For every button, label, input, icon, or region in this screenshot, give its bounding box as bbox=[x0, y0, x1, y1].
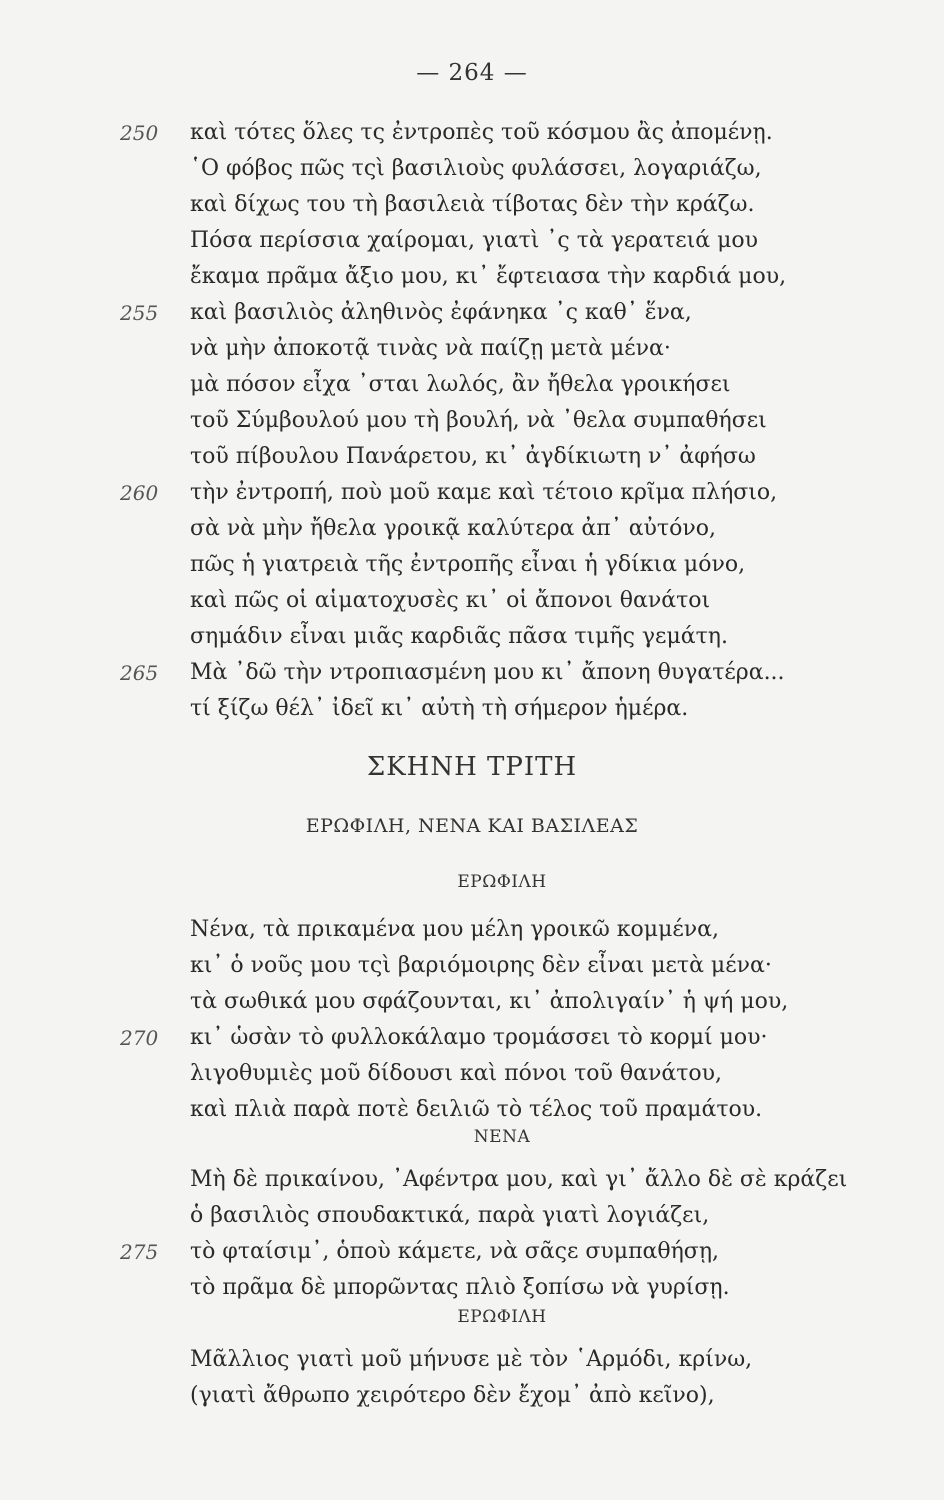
verse-text: πῶς ἡ γιατρειὰ τῆς ἐντροπῆς εἶναι ἡ γδίκια μόνο, bbox=[190, 552, 746, 577]
verse-text: καὶ πλιὰ παρὰ ποτὲ δειλιῶ τὸ τέλος τοῦ πραμάτου. bbox=[190, 1097, 763, 1122]
verse-text: Μᾶλλιος γιατὶ μοῦ μήνυσε μὲ τὸν ῾Αρμόδι, κρίνω, bbox=[190, 1347, 753, 1372]
verse-text: ῾Ο φόβος πῶς τςὶ βασιλιοὺς φυλάσσει, λογαριάζω, bbox=[190, 156, 762, 181]
verse-line bbox=[0, 1342, 944, 1378]
verse-line bbox=[0, 259, 944, 295]
verse-text: τί ξίζω θέλ᾽ ἰδεῖ κι᾽ αὐτὴ τὴ σήμερον ἡμέρα. bbox=[190, 696, 689, 721]
verse-line bbox=[0, 984, 944, 1020]
verse-line bbox=[0, 1234, 944, 1270]
verse-line bbox=[0, 439, 944, 475]
line-number: 265 bbox=[120, 661, 159, 685]
page-number: — 264 — bbox=[416, 60, 528, 86]
verse-line bbox=[0, 115, 944, 151]
verse-text: σημάδιν εἶναι μιᾶς καρδιᾶς πᾶσα τιμῆς γεμάτη. bbox=[190, 624, 728, 649]
verse-line bbox=[0, 1162, 944, 1198]
verse-line bbox=[0, 295, 944, 331]
verse-line bbox=[0, 367, 944, 403]
verse-line bbox=[0, 223, 944, 259]
verse-line bbox=[0, 948, 944, 984]
verse-line bbox=[0, 403, 944, 439]
line-number: 260 bbox=[120, 481, 159, 505]
verse-line bbox=[0, 511, 944, 547]
speaker-label: ΕΡΩΦΙΛΗ bbox=[457, 872, 547, 892]
verse-block-2 bbox=[0, 912, 944, 1128]
verse-line bbox=[0, 655, 944, 691]
verse-line bbox=[0, 1092, 944, 1128]
verse-line bbox=[0, 1270, 944, 1306]
verse-text: μὰ πόσον εἶχα ᾽σται λωλός, ἂν ἤθελα γροικήσει bbox=[190, 372, 731, 397]
verse-text: Νένα, τὰ πρικαμένα μου μέλη γροικῶ κομμένα, bbox=[190, 917, 719, 942]
line-number: 250 bbox=[120, 121, 159, 145]
verse-text: τοῦ πίβουλου Πανάρετου, κι᾽ ἀγδίκιωτη ν᾽ ἀφήσω bbox=[190, 444, 756, 469]
verse-text: τὴν ἐντροπή, ποὺ μοῦ καμε καὶ τέτοιο κρῖμα πλήσιο, bbox=[190, 480, 778, 505]
verse-text: καὶ δίχως του τὴ βασιλειὰ τίβοτας δὲν τὴν κράζω. bbox=[190, 192, 755, 217]
verse-text: καὶ πῶς οἱ αἱματοχυσὲς κι᾽ οἱ ἄπονοι θανάτοι bbox=[190, 588, 711, 613]
scene-cast: ΕΡΩΦΙΛΗ, ΝΕΝΑ ΚΑΙ ΒΑΣΙΛΕΑΣ bbox=[305, 815, 639, 837]
verse-text: τὰ σωθικά μου σφάζουνται, κι᾽ ἀπολιγαίν᾽ ἡ ψή μου, bbox=[190, 989, 789, 1014]
verse-line bbox=[0, 331, 944, 367]
verse-text: τοῦ Σύμβουλού μου τὴ βουλή, νὰ ᾽θελα συμπαθήσει bbox=[190, 408, 767, 433]
verse-line bbox=[0, 187, 944, 223]
verse-text: τὸ φταίσιμ᾽, ὁποὺ κάμετε, νὰ σᾶςε συμπαθήσῃ, bbox=[190, 1239, 719, 1264]
verse-block-1 bbox=[0, 115, 944, 727]
verse-line bbox=[0, 619, 944, 655]
verse-text: νὰ μὴν ἀποκοτᾷ τινὰς νὰ παίζῃ μετὰ μένα· bbox=[190, 336, 671, 361]
verse-text: τὸ πρᾶμα δὲ μπορῶντας πλιὸ ξοπίσω νὰ γυρίσῃ. bbox=[190, 1275, 730, 1300]
line-number: 270 bbox=[120, 1026, 159, 1050]
verse-line bbox=[0, 475, 944, 511]
verse-text: λιγοθυμιὲς μοῦ δίδουσι καὶ πόνοι τοῦ θανάτου, bbox=[190, 1061, 722, 1086]
verse-line bbox=[0, 1378, 944, 1414]
verse-block-4 bbox=[0, 1342, 944, 1414]
scene-title: ΣΚΗΝΗ ΤΡΙΤΗ bbox=[366, 752, 578, 782]
verse-line bbox=[0, 691, 944, 727]
verse-line bbox=[0, 1056, 944, 1092]
speaker-label: ΕΡΩΦΙΛΗ bbox=[457, 1307, 547, 1327]
verse-text: (γιατὶ ἄθρωπο χειρότερο δὲν ἔχομ᾽ ἀπὸ κεῖνο), bbox=[190, 1383, 715, 1408]
verse-text: καὶ βασιλιὸς ἀληθινὸς ἐφάνηκα ᾽ς καθ᾽ ἕνα, bbox=[190, 300, 692, 325]
verse-line bbox=[0, 583, 944, 619]
line-number: 255 bbox=[120, 301, 159, 325]
verse-line bbox=[0, 912, 944, 948]
verse-line bbox=[0, 151, 944, 187]
verse-text: κι᾽ ὡσὰν τὸ φυλλοκάλαμο τρομάσσει τὸ κορμί μου· bbox=[190, 1025, 768, 1050]
verse-line bbox=[0, 1198, 944, 1234]
verse-text: σὰ νὰ μὴν ἤθελα γροικᾷ καλύτερα ἀπ᾽ αὐτόνο, bbox=[190, 516, 716, 541]
verse-text: καὶ τότες ὅλες τς ἐντροπὲς τοῦ κόσμου ἂς ἀπομένῃ. bbox=[190, 120, 773, 145]
line-number: 275 bbox=[120, 1240, 159, 1264]
verse-line bbox=[0, 547, 944, 583]
verse-text: Πόσα περίσσια χαίρομαι, γιατὶ ᾽ς τὰ γερατειά μου bbox=[190, 228, 759, 253]
verse-text: κι᾽ ὁ νοῦς μου τςὶ βαριόμοιρης δὲν εἶναι μετὰ μένα· bbox=[190, 953, 772, 978]
verse-line bbox=[0, 1020, 944, 1056]
verse-text: Μὰ ᾽δῶ τὴν ντροπιασμένη μου κι᾽ ἄπονη θυγατέρα... bbox=[190, 660, 785, 685]
verse-text: ὁ βασιλιὸς σπουδακτικά, παρὰ γιατὶ λογιάζει, bbox=[190, 1203, 710, 1228]
verse-text: Μὴ δὲ πρικαίνου, ᾽Αφέντρα μου, καὶ γι᾽ ἄλλο δὲ σὲ κράζει bbox=[190, 1167, 848, 1192]
speaker-label: ΝΕΝΑ bbox=[473, 1127, 531, 1147]
verse-text: ἔκαμα πρᾶμα ἄξιο μου, κι᾽ ἔφτειασα τὴν καρδιά μου, bbox=[190, 264, 787, 289]
verse-block-3 bbox=[0, 1162, 944, 1306]
